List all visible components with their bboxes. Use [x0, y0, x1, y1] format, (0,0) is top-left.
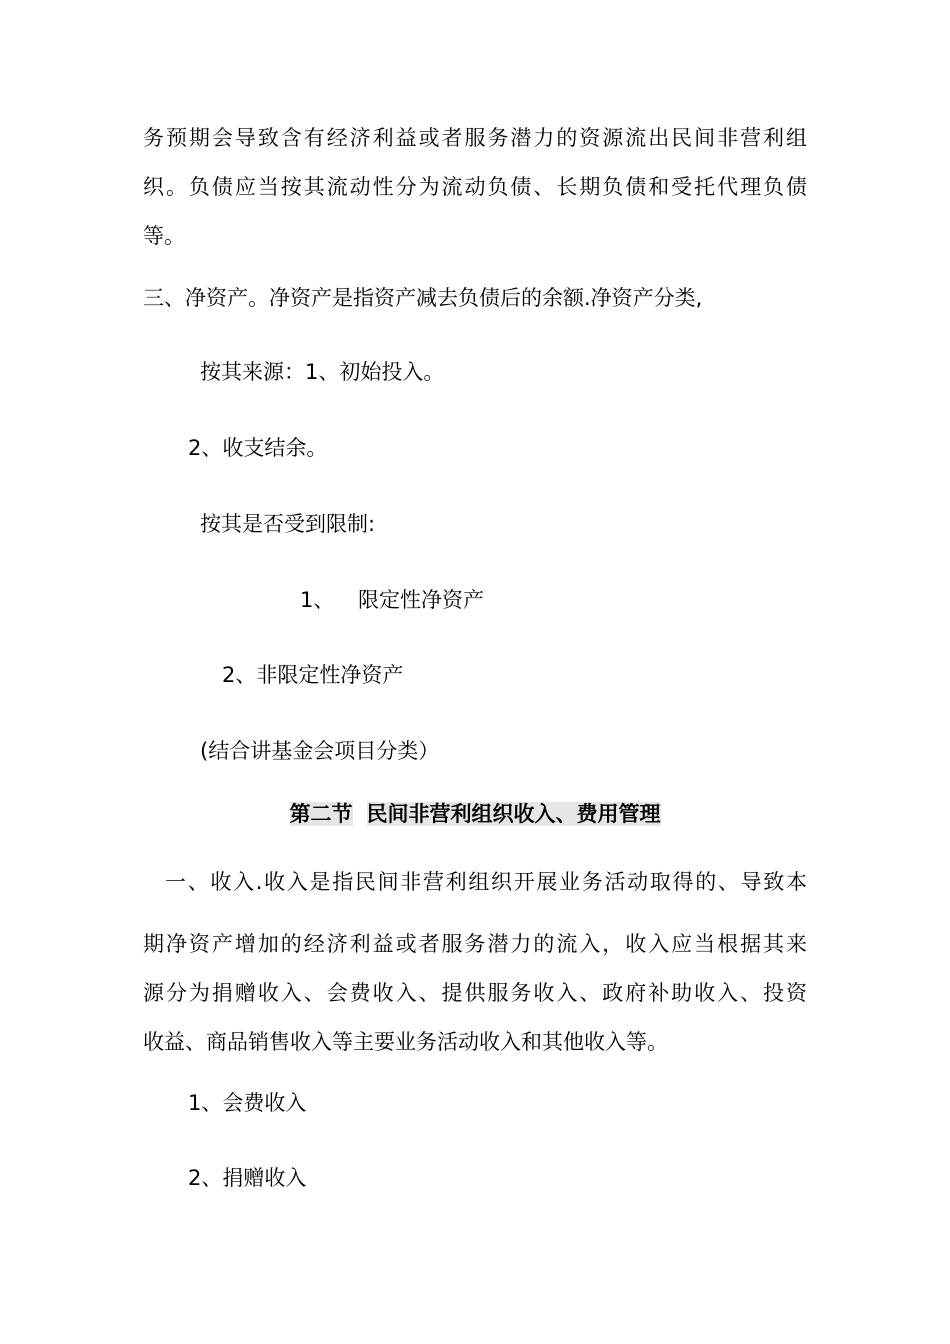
restricted-item-number: 1、: [300, 588, 335, 612]
section-title: 民间非营利组织收入、费用管理: [366, 802, 661, 826]
income-line-2: 期净资产增加的经济利益或者服务潜力的流入，收入应当根据其来: [143, 932, 807, 956]
unrestricted-item: 2、非限定性净资产: [222, 663, 404, 687]
liabilities-line-1: 务预期会导致含有经济利益或者服务潜力的资源流出民间非营利组: [143, 126, 807, 150]
liabilities-line-2: 织。负债应当按其流动性分为流动负债、长期负债和受托代理负债: [143, 175, 807, 199]
section-number: 第二节: [289, 802, 353, 826]
liabilities-line-3: 等。: [143, 224, 185, 248]
net-assets-source-item-2: 2、收支结余。: [188, 436, 328, 460]
net-assets-note: (结合讲基金会项目分类）: [200, 739, 440, 763]
net-assets-by-source: 按其来源：1、初始投入。: [200, 360, 445, 384]
income-item-1: 1、会费收入: [188, 1091, 307, 1115]
income-line-4: 收益、商品销售收入等主要业务活动收入和其他收入等。: [143, 1030, 668, 1054]
net-assets-intro: 三、净资产。净资产是指资产减去负债后的余额.净资产分类,: [143, 286, 703, 310]
net-assets-by-restriction: 按其是否受到限制:: [200, 512, 376, 536]
section-heading: [0, 800, 950, 828]
restricted-item-text: 限定性净资产: [358, 588, 484, 612]
income-item-2: 2、捐赠收入: [188, 1166, 307, 1190]
income-line-1: 一、收入.收入是指民间非营利组织开展业务活动取得的、导致本: [165, 870, 807, 894]
income-line-3: 源分为捐赠收入、会费收入、提供服务收入、政府补助收入、投资: [143, 981, 807, 1005]
